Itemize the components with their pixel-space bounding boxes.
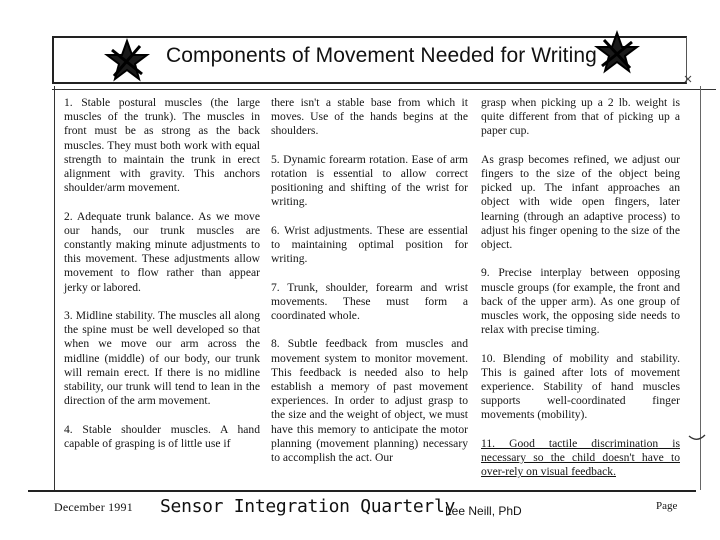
star-icon xyxy=(594,30,640,76)
page-title: Components of Movement Needed for Writing xyxy=(166,44,597,67)
paragraph: As grasp becomes refined, we adjust our fingers to the size of the object being picked up. The infant approaches an object with wide open fingers, later learning (through an adaptive process) to adjust his finger opening to the size of the object. xyxy=(481,152,680,252)
paragraph: 5. Dynamic forearm rotation. Ease of arm rotation is essential to allow correct positioning and shifting of the wrist for writing. xyxy=(271,152,468,209)
paragraph: 8. Subtle feedback from muscles and movement system to monitor movement. This feedback is needed also to help establish a memory of past movement experiences. In order to adjust grasp to the size and the weight of object, we must have this memory to anticipate the motor planning (movement planning) necessary to accomplish the act. Our xyxy=(271,337,468,465)
handwritten-mark-icon xyxy=(688,434,706,442)
paragraph: there isn't a stable base from which it moves. Use of the hands begins at the shoulders. xyxy=(271,96,468,138)
star-icon xyxy=(104,38,150,84)
paragraph: grasp when picking up a 2 lb. weight is quite different from that of picking up a paper cup. xyxy=(481,96,680,138)
text-column-3 xyxy=(481,96,680,479)
paragraph: 1. Stable postural muscles (the large muscles of the trunk). The muscles in front must be as strong as the back muscles. They must both work with equal strength to maintain the trunk in erect alignment with gravity. This anchors shoulder/arm movement. xyxy=(64,96,260,195)
footer-author: Lee Neill, PhD xyxy=(445,504,522,518)
paragraph: 2. Adequate trunk balance. As we move our hands, our trunk muscles are constantly making minute adjustments to this movement. These adjustments allow movement to flow rather than appear jerky or labored. xyxy=(64,209,260,294)
paragraph: 9. Precise interplay between opposing muscle groups (for example, the front and back of the upper arm). As one group of muscles work, the opposing side needs to relax with precise timing. xyxy=(481,266,680,337)
right-rule xyxy=(700,86,701,490)
paragraph: 10. Blending of mobility and stability. This is gained after lots of movement experience. Stability of hand muscles supports well-coordinated finger movements (mobility). xyxy=(481,351,680,422)
footer-journal-name: Sensor Integration Quarterly xyxy=(160,496,456,517)
paragraph: 3. Midline stability. The muscles all along the spine must be well developed so that when we move our arm across the midline (middle) of our body, our trunk will remain erect. If there is no midline stability, our trunk will tend to lean in the direction of the arm movement. xyxy=(64,309,260,408)
text-column-2 xyxy=(271,96,468,465)
paragraph: 6. Wrist adjustments. These are essential to maintaining optimal position for writing. xyxy=(271,223,468,266)
footer-page-label: Page xyxy=(656,500,678,512)
text-column-1 xyxy=(64,96,260,451)
footer-rule xyxy=(28,490,696,492)
paragraph: 7. Trunk, shoulder, forearm and wrist movements. These must form a coordinated whole. xyxy=(271,280,468,322)
corner-mark-icon xyxy=(683,74,693,84)
footer-date: December 1991 xyxy=(54,500,133,514)
paragraph: 11. Good tactile discrimination is necessary so the child doesn't have to over-rely on visual feedback. xyxy=(481,436,680,479)
paragraph: 4. Stable shoulder muscles. A hand capable of grasping is of little use if xyxy=(64,422,260,450)
